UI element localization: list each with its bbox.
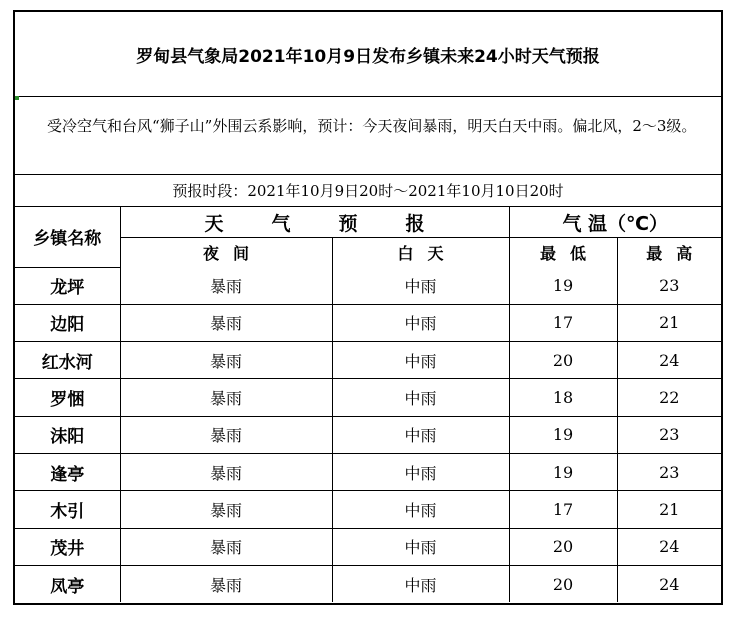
high-temp: 24: [617, 342, 721, 379]
table-row: [15, 379, 721, 416]
day-weather: 中雨: [332, 528, 509, 565]
day-weather: 中雨: [332, 416, 509, 453]
high-temp: 22: [617, 379, 721, 416]
town-name: 木引: [15, 491, 120, 528]
day-weather: 中雨: [332, 304, 509, 341]
table-row: [15, 453, 721, 490]
forecast-rows: [15, 267, 721, 602]
low-temp: 20: [509, 342, 617, 379]
header-night: 夜间: [120, 238, 332, 268]
forecast-period: 预报时段：2021年10月9日20时～2021年10月10日20时: [15, 175, 721, 207]
header-forecast-char: 气: [271, 212, 291, 235]
night-weather: 暴雨: [120, 342, 332, 379]
header-forecast-char: 天: [204, 212, 224, 235]
table-row: [15, 342, 721, 379]
low-temp: 20: [509, 528, 617, 565]
table-row: [15, 565, 721, 602]
day-weather: 中雨: [332, 453, 509, 490]
low-temp: 18: [509, 379, 617, 416]
low-temp: 17: [509, 304, 617, 341]
town-name: 茂井: [15, 528, 120, 565]
town-name: 凤亭: [15, 565, 120, 602]
day-weather: 中雨: [332, 379, 509, 416]
night-weather: 暴雨: [120, 453, 332, 490]
day-weather: 中雨: [332, 565, 509, 602]
day-weather: 中雨: [332, 267, 509, 304]
table-row: [15, 267, 721, 304]
night-weather: 暴雨: [120, 267, 332, 304]
night-weather: 暴雨: [120, 304, 332, 341]
header-low: 最低: [509, 238, 617, 268]
town-name: 沫阳: [15, 416, 120, 453]
table-row: [15, 528, 721, 565]
low-temp: 17: [509, 491, 617, 528]
town-name: 罗悃: [15, 379, 120, 416]
low-temp: 19: [509, 416, 617, 453]
forecast-table: [15, 207, 721, 602]
header-temperature-label: 气 温（℃）: [562, 212, 669, 235]
forecast-summary: 受冷空气和台风“狮子山”外围云系影响，预计：今天夜间暴雨，明天白天中雨。偏北风，2～3级。: [15, 97, 721, 175]
low-temp: 19: [509, 453, 617, 490]
high-temp: 21: [617, 304, 721, 341]
high-temp: 24: [617, 528, 721, 565]
town-name: 红水河: [15, 342, 120, 379]
night-weather: 暴雨: [120, 528, 332, 565]
header-town: 乡镇名称: [15, 207, 120, 267]
header-day: 白天: [332, 238, 509, 268]
header-forecast-char: 预: [338, 212, 358, 235]
night-weather: 暴雨: [120, 379, 332, 416]
town-name: 边阳: [15, 304, 120, 341]
high-temp: 23: [617, 453, 721, 490]
high-temp: 23: [617, 267, 721, 304]
header-high: 最高: [617, 238, 721, 268]
page-title: 罗甸县气象局2021年10月9日发布乡镇未来24小时天气预报: [15, 12, 721, 97]
town-name: 逢亭: [15, 453, 120, 490]
header-temperature: [509, 207, 721, 238]
forecast-sheet: [13, 10, 723, 605]
header-forecast: [120, 207, 509, 238]
high-temp: 24: [617, 565, 721, 602]
day-weather: 中雨: [332, 491, 509, 528]
high-temp: 23: [617, 416, 721, 453]
day-weather: 中雨: [332, 342, 509, 379]
night-weather: 暴雨: [120, 491, 332, 528]
night-weather: 暴雨: [120, 565, 332, 602]
night-weather: 暴雨: [120, 416, 332, 453]
town-name: 龙坪: [15, 267, 120, 304]
high-temp: 21: [617, 491, 721, 528]
low-temp: 20: [509, 565, 617, 602]
table-row: [15, 304, 721, 341]
low-temp: 19: [509, 267, 617, 304]
table-row: [15, 416, 721, 453]
header-forecast-char: 报: [405, 212, 425, 235]
table-row: [15, 491, 721, 528]
